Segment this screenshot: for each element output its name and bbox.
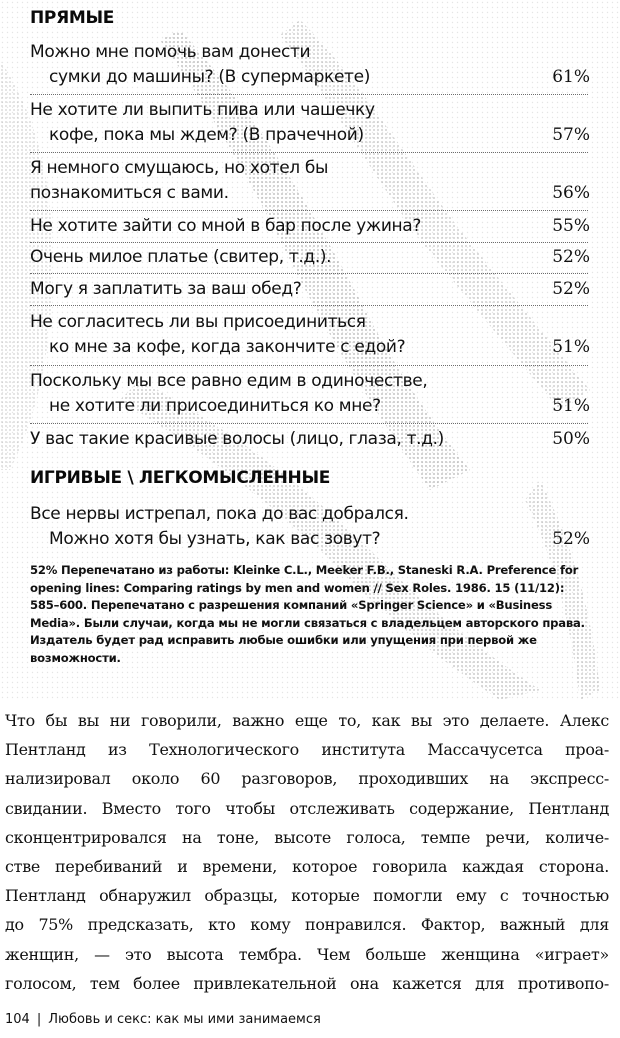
body-line: нализировал около 60 разговоров, проходивших на экспресс- xyxy=(5,769,609,789)
table-row: Могу я заплатить за ваш обед? 52% xyxy=(30,277,590,302)
row-divider xyxy=(30,242,588,243)
table-row: Можно мне помочь вам донести сумки до машины? (В супермаркете) 61% xyxy=(30,40,590,90)
body-line: стве перебиваний и времени, которое говорила каждая сторона. xyxy=(5,857,609,877)
body-line: свидании. Вместо того чтобы отслеживать содержание, Пентланд xyxy=(5,798,609,818)
row-divider xyxy=(30,210,588,211)
table-row: Не хотите ли выпить пива или чашечку кофе, пока мы ждем? (В прачечной) 57% xyxy=(30,98,590,148)
percent-value: 55% xyxy=(552,216,590,236)
row-divider xyxy=(30,152,588,153)
body-line: Пентланд из Технологического института Массачусетса проа- xyxy=(5,740,609,760)
page-footer xyxy=(5,1012,321,1027)
table-row: Поскольку мы все равно едим в одиночестве, не хотите ли присоединиться ко мне? 51% xyxy=(30,369,590,419)
footer-separator: | xyxy=(36,1012,42,1027)
page-number: 104 xyxy=(5,1012,30,1027)
table-row: Все нервы истрепал, пока до вас добрался. Можно хотя бы узнать, как вас зовут? 52% xyxy=(30,502,590,552)
percent-value: 52% xyxy=(552,279,590,299)
row-divider xyxy=(30,423,588,424)
body-line: Что бы вы ни говорили, важно еще то, как вы это делаете. Алекс xyxy=(5,711,609,730)
percent-value: 52% xyxy=(552,247,590,267)
table-row: У вас такие красивые волосы (лицо, глаза, т.д.) 50% xyxy=(30,427,590,452)
table-row: Не хотите зайти со мной в бар после ужина? 55% xyxy=(30,214,590,239)
section-title-playful: ИГРИВЫЕ \ ЛЕГКОМЫСЛЕННЫЕ xyxy=(30,468,331,488)
body-line: Пентланд обнаружил образцы, которые помогли ему с точностью xyxy=(5,886,609,906)
section-title-direct: ПРЯМЫЕ xyxy=(30,8,115,28)
body-line: голосом, тем более привлекательной она кажется для противопо- xyxy=(5,973,609,993)
table-row: Я немного смущаюсь, но хотел бы познакомиться с вами. 56% xyxy=(30,156,590,206)
percent-value: 50% xyxy=(552,429,590,449)
row-divider xyxy=(30,305,588,306)
table-row: Не согласитесь ли вы присоединиться ко мне за кофе, когда закончите с едой? 51% xyxy=(30,310,590,360)
body-line: до 75% предсказать, кто кому понравился. Фактор, важный для xyxy=(5,915,609,935)
row-divider xyxy=(30,273,588,274)
row-divider xyxy=(30,365,588,366)
percent-value: 56% xyxy=(552,183,590,203)
percent-value: 61% xyxy=(552,67,590,87)
source-note: 52% Перепечатано из работы: Kleinke C.L., Meeker F.B., Staneski R.A. Preference for opening lines: Comparing ratings by men and women // Sex Roles. 1986. 15 (11/12): 585–600. Перепечатано с разрешения компаний «Springer Science» и «Business Media». Были случаи, когда мы не могли связаться с владельцем авторского права. Издатель будет рад исправить любые ошибки или упущения при первой же возможности. xyxy=(30,563,585,665)
percent-value: 51% xyxy=(552,337,590,357)
percent-value: 52% xyxy=(552,529,590,549)
running-title: Любовь и секс: как мы ими занимаемся xyxy=(48,1012,321,1027)
percent-value: 57% xyxy=(552,125,590,145)
row-divider xyxy=(30,94,588,95)
body-line: сконцентрировался на тоне, высоте голоса, темпе речи, количе- xyxy=(5,827,609,847)
percent-value: 51% xyxy=(552,396,590,416)
body-paragraph xyxy=(5,706,609,998)
body-line: женщин, — это высота тембра. Чем больше женщина «играет» xyxy=(5,944,609,964)
table-row: Очень милое платье (свитер, т.д.). 52% xyxy=(30,245,590,270)
